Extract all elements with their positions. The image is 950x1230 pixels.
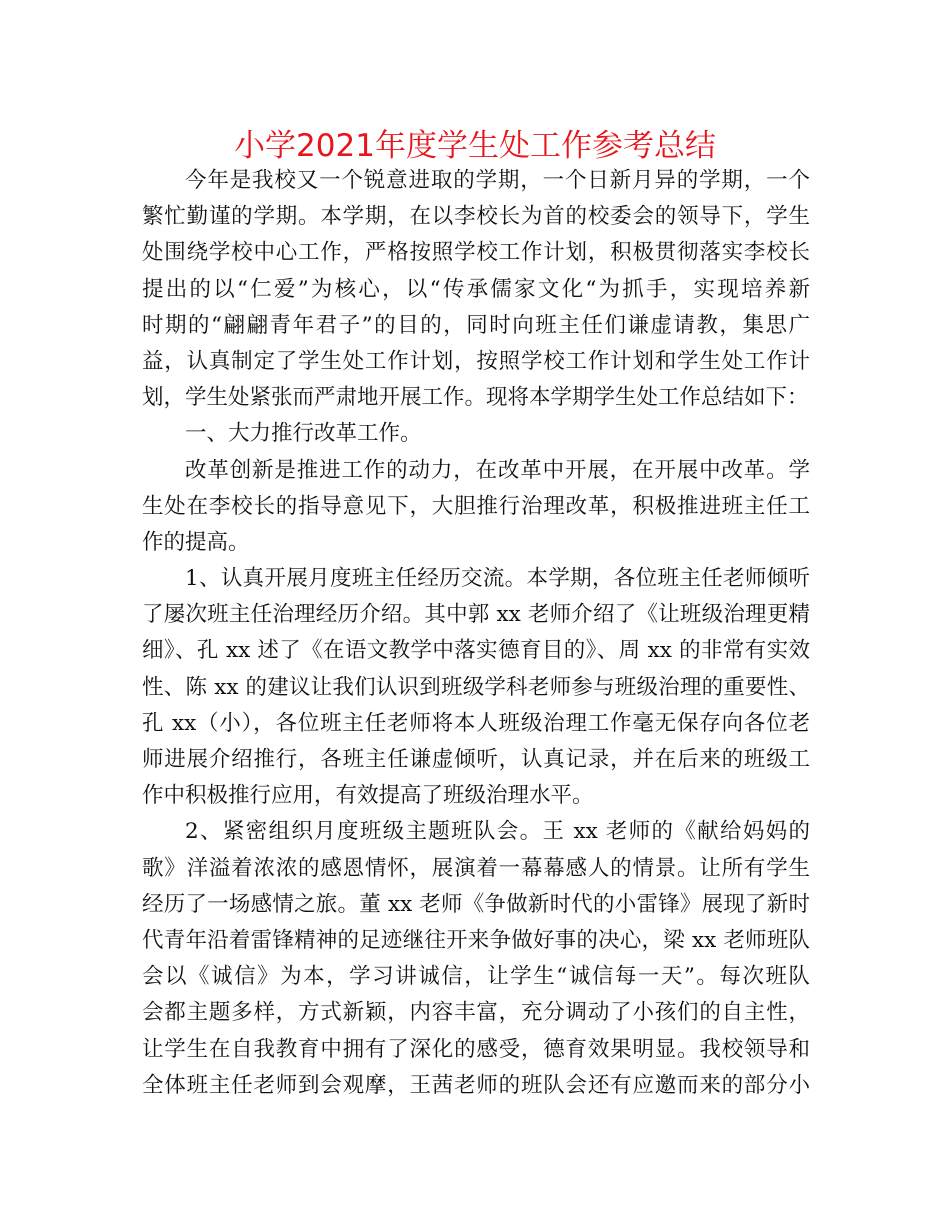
- text-line: 处围绕学校中心工作，严格按照学校工作计划，积极贯彻落实李校长: [142, 240, 810, 266]
- text-line: 经历了一场感情之旅。董 xx 老师《争做新时代的小雷锋》展现了新时: [142, 891, 810, 917]
- text-line: 细》、孔 xx 述了《在语文教学中落实德育目的》、周 xx 的非常有实效: [142, 638, 810, 664]
- text-line: 2、紧密组织月度班级主题班队会。王 xx 老师的《献给妈妈的: [185, 819, 810, 845]
- text-line: 了屡次班主任治理经历介绍。其中郭 xx 老师介绍了《让班级治理更精: [142, 602, 810, 628]
- text-line: 划，学生处紧张而严肃地开展工作。现将本学期学生处工作总结如下：: [142, 385, 809, 411]
- text-line: 会以《诚信》为本，学习讲诚信，让学生“诚信每一天”。每次班队: [142, 964, 810, 990]
- document-body: [142, 163, 810, 1104]
- text-line: 全体班主任老师到会观摩，王茜老师的班队会还有应邀而来的部分小: [142, 1072, 810, 1098]
- text-line: 时期的“翩翩青年君子”的目的，同时向班主任们谦虚请教，集思广: [142, 312, 810, 338]
- text-line: 生处在李校长的指导意见下，大胆推行治理改革，积极推进班主任工: [142, 493, 810, 519]
- text-line: 益，认真制定了学生处工作计划，按照学校工作计划和学生处工作计: [142, 348, 810, 374]
- text-line: 性、陈 xx 的建议让我们认识到班级学科老师参与班级治理的重要性、: [142, 674, 810, 700]
- text-line: 繁忙勤谨的学期。本学期，在以李校长为首的校委会的领导下，学生: [142, 204, 810, 230]
- text-line: 代青年沿着雷锋精神的足迹继往开来争做好事的决心，梁 xx 老师班队: [142, 927, 810, 953]
- text-line: 让学生在自我教育中拥有了深化的感受，德育效果明显。我校领导和: [142, 1036, 810, 1062]
- text-line: 会都主题多样，方式新颖，内容丰富，充分调动了小孩们的自主性，: [142, 1000, 810, 1026]
- text-line: 今年是我校又一个锐意进取的学期，一个日新月异的学期，一个: [185, 168, 810, 193]
- text-line: 提出的以“仁爱”为核心，以“传承儒家文化“为抓手，实现培养新: [142, 276, 810, 302]
- text-line: 改革创新是推进工作的动力，在改革中开展，在开展中改革。学: [185, 457, 810, 483]
- text-line: 作中积极推行应用，有效提高了班级治理水平。: [142, 783, 594, 809]
- section-heading: 一、大力推行改革工作。: [185, 421, 422, 447]
- document-title: 小学2021年度学生处工作参考总结: [234, 128, 716, 164]
- text-line: 歌》洋溢着浓浓的感恩情怀，展演着一幕幕感人的情景。让所有学生: [142, 855, 810, 881]
- text-line: 作的提高。: [142, 529, 250, 555]
- text-line: 1、认真开展月度班主任经历交流。本学期，各位班主任老师倾听: [185, 566, 810, 592]
- text-line: 师进展介绍推行，各班主任谦虚倾听，认真记录，并在后来的班级工: [142, 747, 810, 772]
- text-line: 孔 xx（小），各位班主任老师将本人班级治理工作毫无保存向各位老: [142, 710, 810, 736]
